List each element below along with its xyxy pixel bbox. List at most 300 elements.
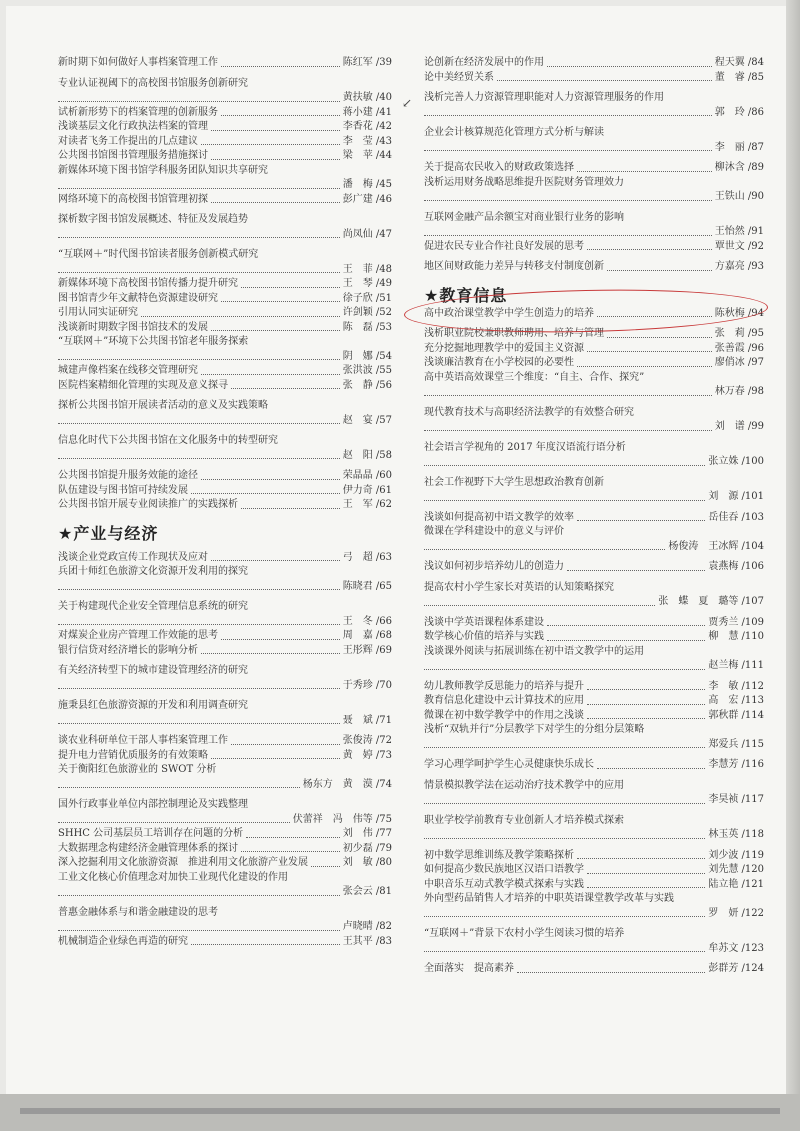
dot-leader (424, 500, 705, 501)
toc-entry (424, 863, 764, 878)
dot-leader (311, 866, 340, 867)
toc-entry-title: 论创新在经济发展中的作用 (424, 57, 544, 68)
toc-entry-title: 浅谈廉洁教育在小学校园的必要性 (424, 357, 574, 368)
toc-entry-author-page: 陆立艳 /121 (708, 878, 764, 890)
toc-entry-title: 教育信息化建设中云计算技术的应用 (424, 695, 584, 706)
toc-entry-title: 机械制造企业绿色再造的研究 (58, 935, 188, 947)
toc-entry (58, 277, 392, 292)
dot-leader (587, 873, 705, 874)
toc-entry-author-page: 柳沐含 /89 (714, 162, 764, 173)
toc-entry-title: 提升电力营销优质服务的有效策略 (58, 749, 208, 761)
toc-entry (424, 694, 764, 709)
toc-entry-author-page: 周 嘉 /68 (342, 630, 392, 641)
toc-entry (58, 149, 392, 164)
toc-entry-author-page: 聂 斌 /71 (342, 714, 392, 726)
toc-entry (58, 734, 392, 749)
dot-leader (211, 758, 340, 759)
toc-entry (424, 91, 764, 120)
toc-entry-author-page: 尚凤仙 /47 (342, 228, 392, 240)
dot-leader (58, 723, 340, 724)
dot-leader (424, 549, 665, 550)
toc-entry-author-page: 袁燕梅 /106 (708, 561, 764, 572)
toc-entry (58, 551, 392, 566)
dot-leader (211, 202, 340, 203)
toc-entry-title: 新时期下如何做好人事档案管理工作 (58, 57, 218, 68)
dot-leader (424, 605, 655, 606)
toc-entry (424, 581, 764, 610)
dot-leader (58, 930, 340, 931)
toc-entry (58, 321, 392, 336)
toc-entry (58, 664, 392, 693)
toc-entry-title: 浅谈中学英语课程体系建设 (424, 616, 544, 628)
toc-entry-author-page: 刘先慧 /120 (708, 864, 764, 875)
toc-entry-author-page: 赵兰梅 /111 (708, 660, 764, 671)
toc-entry-title: 地区间财政能力差异与转移支付制度创新 (424, 261, 604, 272)
dot-leader (597, 768, 705, 769)
page-shadow (786, 0, 800, 1094)
dot-leader (587, 887, 705, 888)
toc-entry (424, 645, 764, 674)
toc-entry-author-page: 许剑颖 /52 (342, 307, 392, 318)
dot-leader (201, 144, 340, 145)
toc-entry-author-page: 卢晓晴 /82 (342, 921, 392, 932)
toc-entry-author-page: 牟苏文 /123 (708, 942, 764, 954)
toc-entry-title: 图书馆青少年文献特色资源建设研究 (58, 292, 218, 304)
toc-entry (424, 878, 764, 893)
toc-entry-author-page: 徐子欣 /51 (342, 292, 392, 304)
toc-entry (424, 779, 764, 808)
section-heading: ★教育信息 (424, 285, 508, 305)
toc-entry (58, 364, 392, 379)
toc-entry-author-page: 郭 玲 /86 (714, 106, 764, 118)
dot-leader (577, 171, 712, 172)
toc-entry (58, 120, 392, 135)
toc-entry-author-page: 李 莹 /43 (342, 135, 392, 147)
toc-entry-title: 幼儿教师教学反思能力的培养与提升 (424, 680, 584, 692)
dot-leader (424, 465, 705, 466)
dot-leader (58, 423, 340, 424)
dot-leader (587, 718, 705, 719)
toc-entry (58, 871, 392, 900)
dot-leader (424, 395, 712, 396)
toc-entry (58, 193, 392, 208)
toc-entry-author-page: 陈红军 /39 (342, 57, 392, 68)
dot-leader (231, 388, 340, 389)
toc-entry-title: 社会语言学视角的 2017 年度汉语流行语分析 (424, 441, 626, 453)
toc-entry-author-page: 阴 娜 /54 (342, 350, 392, 362)
toc-entry-author-page: 张立姝 /100 (708, 456, 764, 467)
toc-entry-title: 浅谈基层文化行政执法档案的管理 (58, 121, 208, 132)
dot-leader (424, 115, 712, 116)
toc-entry-title: 充分挖掘地理教学中的爱国主义资源 (424, 342, 584, 354)
toc-entry-title: 探析数字图书馆发展概述、特征及发展趋势 (58, 214, 248, 225)
toc-entry (424, 709, 764, 724)
toc-entry-title: 浅析职业院校兼职教师聘用、培养与管理 (424, 328, 604, 339)
toc-entry-title: 试析新形势下的档案管理的创新服务 (58, 106, 218, 118)
toc-entry-title: 浅析完善人力资源管理职能对人力资源管理服务的作用 (424, 92, 664, 103)
dot-leader (424, 916, 705, 917)
toc-entry-title: 对读者飞务工作提出的几点建议 (58, 135, 198, 147)
toc-entry-title: 浅谈企业党政宣传工作现状及应对 (58, 551, 208, 563)
toc-entry-author-page: 岳佳吞 /103 (708, 511, 764, 523)
dot-leader (58, 101, 340, 102)
toc-entry-author-page: 李香花 /42 (342, 121, 392, 132)
toc-entry-title: 微课在初中数学教学中的作用之浅谈 (424, 709, 584, 721)
toc-entry (424, 126, 764, 155)
toc-entry (58, 906, 392, 935)
toc-entry (424, 814, 764, 843)
dot-leader (58, 272, 340, 273)
toc-entry-author-page: 张 静 /56 (342, 379, 392, 391)
toc-entry (58, 484, 392, 499)
dot-leader (547, 66, 712, 67)
toc-entry-author-page: 林万春 /98 (714, 386, 764, 397)
dot-leader (577, 520, 705, 521)
toc-entry-title: 浅析运用财务战略思维提升医院财务管理效力 (424, 176, 624, 188)
toc-entry-author-page: 廖俏冰 /97 (714, 357, 764, 368)
toc-entry-title: SHHC 公司基层员工培训存在问题的分析 (58, 828, 244, 839)
dot-leader (201, 479, 340, 480)
dot-leader (547, 625, 705, 626)
toc-entry-author-page: 梁 苹 /44 (342, 150, 392, 161)
toc-entry-title: 浅析“双轨并行”分层教学下对学生的分组分层策略 (424, 724, 645, 735)
toc-entry-title: 施秉县红色旅游资源的开发和利用调查研究 (58, 700, 248, 711)
toc-entry-title: 社会工作视野下大学生思想政治教育创新 (424, 476, 604, 488)
dot-leader (221, 115, 340, 116)
toc-entry (58, 749, 392, 764)
dot-leader (201, 374, 340, 375)
toc-entry-author-page: 方嘉亮 /93 (714, 261, 764, 272)
toc-entry-title: 普惠金融体系与和谐金融建设的思考 (58, 906, 218, 918)
toc-entry-author-page: 杨俊涛 王冰辉 /104 (668, 540, 764, 552)
toc-entry-author-page: 张会云 /81 (342, 886, 392, 897)
dot-leader (497, 80, 712, 81)
dot-leader (241, 851, 340, 852)
toc-entry (58, 379, 392, 394)
dot-leader (547, 640, 705, 641)
toc-entry-author-page: 王怡然 /91 (714, 226, 764, 237)
toc-entry-title: 论中美经贸关系 (424, 71, 494, 83)
toc-entry-author-page: 彭广建 /46 (342, 193, 392, 205)
toc-entry (424, 476, 764, 505)
toc-entry-title: 大数据理念构建经济金融管理体系的探讨 (58, 842, 238, 854)
dot-leader (577, 858, 705, 859)
toc-entry-title: 中职音乐互动式教学模式探索与实践 (424, 878, 584, 890)
toc-entry (58, 434, 392, 463)
toc-entry-author-page: 王 冬 /66 (342, 615, 392, 627)
toc-entry (58, 565, 392, 594)
dot-leader (58, 359, 340, 360)
dot-leader (191, 493, 340, 494)
toc-entry-author-page: 李 丽 /87 (714, 141, 764, 153)
toc-entry-title: 数学核心价值的培养与实践 (424, 631, 544, 642)
toc-entry (424, 680, 764, 695)
dot-leader (577, 366, 712, 367)
dot-leader (58, 624, 340, 625)
toc-entry-author-page: 董 睿 /85 (714, 71, 764, 83)
toc-entry (58, 164, 392, 193)
toc-entry (424, 406, 764, 435)
toc-entry-title: 医院档案精细化管理的实现及意义探寻 (58, 379, 228, 391)
toc-entry (424, 441, 764, 470)
toc-entry-author-page: 于秀珍 /70 (342, 679, 392, 691)
toc-entry (424, 560, 764, 575)
dot-leader (424, 838, 705, 839)
toc-entry-author-page: 陈晓君 /65 (342, 580, 392, 592)
dot-leader (58, 188, 340, 189)
toc-entry-title: 浅谈课外阅读与拓展训练在初中语文教学中的运用 (424, 645, 644, 657)
dot-leader (241, 287, 340, 288)
toc-entry-title: 银行信贷对经济增长的影响分析 (58, 644, 198, 656)
dot-leader (58, 895, 340, 896)
toc-entry-author-page: 张 莉 /95 (714, 328, 764, 339)
toc-entry (58, 842, 392, 857)
toc-entry-title: 对煤炭企业房产管理工作效能的思考 (58, 630, 218, 641)
toc-entry (424, 525, 764, 554)
toc-entry-title: 外向型药品销售人才培养的中职英语课堂教学改革与实践 (424, 893, 674, 904)
toc-entry-title: 浅谈新时期数字图书馆技术的发展 (58, 321, 208, 333)
toc-entry-author-page: 初少磊 /79 (342, 842, 392, 854)
dot-leader (211, 330, 340, 331)
toc-entry (424, 260, 764, 275)
toc-entry (424, 849, 764, 864)
toc-entry (58, 798, 392, 827)
toc-entry-author-page: 黄扶敏 /40 (342, 92, 392, 103)
toc-entry (424, 240, 764, 255)
toc-entry (58, 469, 392, 484)
toc-entry-author-page: 赵 宴 /57 (342, 414, 392, 426)
dot-leader (211, 130, 340, 131)
toc-entry-title: 专业认证视阈下的高校图书馆服务创新研究 (58, 77, 248, 89)
toc-entry (58, 600, 392, 629)
toc-entry-title: 高中英语高效课堂三个维度：“自主、合作、探究” (424, 371, 645, 383)
toc-entry-title: 城建声像档案在线移交管理研究 (58, 365, 198, 376)
toc-entry-author-page: 弓 超 /63 (342, 551, 392, 563)
toc-entry-author-page: 程天翼 /84 (714, 57, 764, 68)
toc-entry-title: 深入挖掘利用文化旅游资源 推进利用文化旅游产业发展 (58, 857, 308, 868)
toc-entry (424, 927, 764, 956)
toc-entry (424, 176, 764, 205)
toc-entry (58, 699, 392, 728)
toc-entry (58, 629, 392, 644)
toc-entry (58, 56, 392, 71)
toc-entry (424, 630, 764, 645)
dot-leader (141, 316, 340, 317)
dot-leader (424, 235, 712, 236)
toc-entry-title: 关于提高农民收入的财政政策选择 (424, 162, 574, 173)
dot-leader (58, 822, 290, 823)
toc-entry (424, 356, 764, 371)
toc-entry-author-page: 潘 梅 /45 (342, 179, 392, 190)
toc-entry (424, 211, 764, 240)
toc-entry-author-page: 张 蝶 夏 璐等 /107 (658, 596, 764, 607)
toc-entry-author-page: 伊力奇 /61 (342, 484, 392, 496)
toc-entry-title: 兵团十师红色旅游文化资源开发利用的探究 (58, 566, 248, 577)
toc-entry-author-page: 李 敏 /112 (708, 680, 764, 692)
pen-mark: ↙ (402, 96, 413, 110)
toc-entry-author-page: 张俊涛 /72 (342, 735, 392, 746)
toc-entry-author-page: 柳 慧 /110 (708, 631, 764, 642)
toc-entry (58, 827, 392, 842)
toc-entry-author-page: 贾秀兰 /109 (708, 616, 764, 628)
toc-entry-title: 谈农业科研单位干部人事档案管理工作 (58, 735, 228, 746)
toc-entry (58, 135, 392, 150)
dot-leader (58, 237, 340, 238)
toc-entry-title: 关于构建现代企业安全管理信息系统的研究 (58, 601, 248, 612)
toc-entry (58, 292, 392, 307)
toc-entry-title: 引用认同实证研究 (58, 307, 138, 318)
toc-entry-title: 关于衡阳红色旅游业的 SWOT 分析 (58, 764, 217, 775)
dot-leader (211, 159, 340, 160)
toc-right-column (424, 56, 764, 977)
dot-leader (221, 66, 340, 67)
dot-leader (424, 200, 712, 201)
toc-entry-title: 国外行政事业单位内部控制理论及实践整理 (58, 799, 248, 810)
toc-entry-title: 新媒体环境下图书馆学科服务团队知识共享研究 (58, 164, 268, 176)
toc-entry-author-page: 覃世文 /92 (714, 240, 764, 252)
toc-entry-title: 初中数学思维训练及教学策略探析 (424, 849, 574, 861)
toc-entry-author-page: 王 菲 /48 (342, 263, 392, 275)
dot-leader (241, 508, 340, 509)
toc-entry-title: “互联网＋”时代图书馆读者服务创新模式研究 (58, 249, 259, 260)
toc-entry-title: 网络环境下的高校图书馆管理初探 (58, 193, 208, 205)
toc-entry-title: “互联网＋”背景下农村小学生阅读习惯的培养 (424, 928, 625, 939)
scanner-bottom-edge (0, 1094, 800, 1131)
toc-entry-author-page: 张洪波 /55 (342, 365, 392, 376)
toc-entry-title: 公共图书馆提升服务效能的途径 (58, 470, 198, 481)
toc-entry-title: 信息化时代下公共图书馆在文化服务中的转型研究 (58, 435, 278, 446)
toc-entry-author-page: 郑爱兵 /115 (708, 738, 764, 750)
toc-entry (58, 498, 392, 513)
toc-entry-author-page: 伏蕾祥 冯 伟等 /75 (292, 813, 392, 825)
toc-entry-author-page: 陈 磊 /53 (342, 321, 392, 333)
dot-leader (231, 744, 340, 745)
toc-entry (424, 342, 764, 357)
toc-entry (424, 56, 764, 71)
toc-entry (424, 892, 764, 921)
toc-entry (58, 644, 392, 659)
toc-entry-author-page: 高 宏 /113 (708, 695, 764, 706)
dot-leader (587, 689, 705, 690)
toc-entry-author-page: 李慧芳 /116 (708, 759, 764, 770)
dot-leader (607, 270, 712, 271)
dot-leader (58, 589, 340, 590)
toc-entry-title: 新媒体环境下高校图书馆传播力提升研究 (58, 278, 238, 289)
toc-entry (58, 213, 392, 242)
toc-entry-author-page: 王其平 /83 (342, 935, 392, 947)
toc-entry-title: 有关经济转型下的城市建设管理经济的研究 (58, 665, 248, 676)
dot-leader (424, 747, 705, 748)
toc-entry (424, 758, 764, 773)
toc-entry-title: 探析公共图书馆开展读者活动的意义及实践策略 (58, 400, 268, 411)
toc-entry-title: 公共图书馆开展专业阅读推广的实践探析 (58, 499, 238, 510)
dot-leader (211, 560, 340, 561)
toc-entry (424, 723, 764, 752)
toc-entry-title: 促进农民专业合作社良好发展的思考 (424, 240, 584, 252)
toc-entry-author-page: 杨东方 黄 漠 /74 (302, 778, 392, 790)
dot-leader (587, 704, 705, 705)
toc-entry-title: 互联网金融产品余额宝对商业银行业务的影响 (424, 211, 624, 223)
toc-entry-author-page: 郭秋群 /114 (708, 709, 764, 721)
toc-entry (424, 511, 764, 526)
toc-entry (58, 106, 392, 121)
toc-entry (58, 306, 392, 321)
dot-leader (607, 337, 712, 338)
dot-leader (58, 688, 340, 689)
toc-entry-title: 如何提高少数民族地区汉语口语教学 (424, 864, 584, 875)
toc-entry-title: 学习心理学呵护学生心灵健康快乐成长 (424, 759, 594, 770)
dot-leader (221, 301, 340, 302)
toc-entry-author-page: 刘 伟 /77 (342, 828, 392, 839)
dot-leader (58, 458, 340, 459)
toc-entry (424, 962, 764, 977)
toc-entry-author-page: 李昊祯 /117 (708, 794, 764, 805)
toc-entry-author-page: 蒋小建 /41 (342, 106, 392, 118)
toc-entry-author-page: 罗 妍 /122 (708, 907, 764, 919)
toc-entry-title: 浅议如何初步培养幼儿的创造力 (424, 561, 564, 572)
toc-entry-title: 职业学校学前教育专业创新人才培养模式探索 (424, 814, 624, 826)
dot-leader (246, 837, 340, 838)
dot-leader (424, 150, 712, 151)
toc-entry-title: 高中政治课堂教学中学生创造力的培养 (424, 307, 594, 319)
toc-entry (58, 335, 392, 364)
toc-entry-author-page: 赵 阳 /58 (342, 449, 392, 461)
toc-entry-author-page: 彭群芳 /124 (708, 963, 764, 974)
dot-leader (424, 430, 712, 431)
dot-leader (587, 351, 712, 352)
dot-leader (587, 249, 712, 250)
toc-entry-title: 微课在学科建设中的意义与评价 (424, 526, 564, 537)
toc-entry-author-page: 刘少波 /119 (708, 849, 764, 861)
dot-leader (201, 653, 340, 654)
toc-entry-author-page: 林玉英 /118 (708, 829, 764, 840)
toc-entry-title: 工业文化核心价值理念对加快工业现代化建设的作用 (58, 871, 288, 883)
toc-entry-title: 队伍建设与图书馆可持续发展 (58, 484, 188, 496)
toc-entry-author-page: 刘 源 /101 (708, 491, 764, 502)
toc-entry-author-page: 王彤辉 /69 (342, 644, 392, 656)
toc-entry (58, 248, 392, 277)
toc-entry-author-page: 陈秋梅 /94 (714, 307, 764, 319)
toc-entry (58, 856, 392, 871)
toc-entry-title: 浅谈如何提高初中语文教学的效率 (424, 511, 574, 523)
toc-entry (424, 71, 764, 86)
toc-entry-title: 提高农村小学生家长对英语的认知策略探究 (424, 581, 614, 593)
toc-entry-author-page: 荣晶晶 /60 (342, 470, 392, 481)
toc-entry-author-page: 王 琴 /49 (342, 278, 392, 289)
dot-leader (58, 787, 300, 788)
toc-left-column (58, 56, 392, 949)
toc-entry (424, 161, 764, 176)
toc-entry-author-page: 刘 敏 /80 (342, 857, 392, 868)
toc-entry-author-page: 王 军 /62 (342, 499, 392, 510)
dot-leader (424, 803, 705, 804)
toc-entry-title: 公共图书馆图书管理服务措施探讨 (58, 150, 208, 161)
section-heading: ★产业与经济 (58, 523, 159, 543)
dot-leader (567, 570, 705, 571)
dot-leader (221, 639, 340, 640)
toc-entry-title: “互联网＋”环境下公共图书馆老年服务探索 (58, 336, 249, 347)
toc-entry-title: 全面落实 提高素养 (424, 963, 514, 974)
toc-entry-title: 企业会计核算规范化管理方式分析与解读 (424, 127, 604, 138)
dot-leader (424, 951, 705, 952)
toc-entry (58, 935, 392, 950)
toc-entry-author-page: 黄 婷 /73 (342, 749, 392, 761)
toc-entry (424, 616, 764, 631)
toc-entry (58, 763, 392, 792)
toc-entry (58, 77, 392, 106)
toc-entry-author-page: 张善霞 /96 (714, 342, 764, 354)
dot-leader (191, 944, 340, 945)
